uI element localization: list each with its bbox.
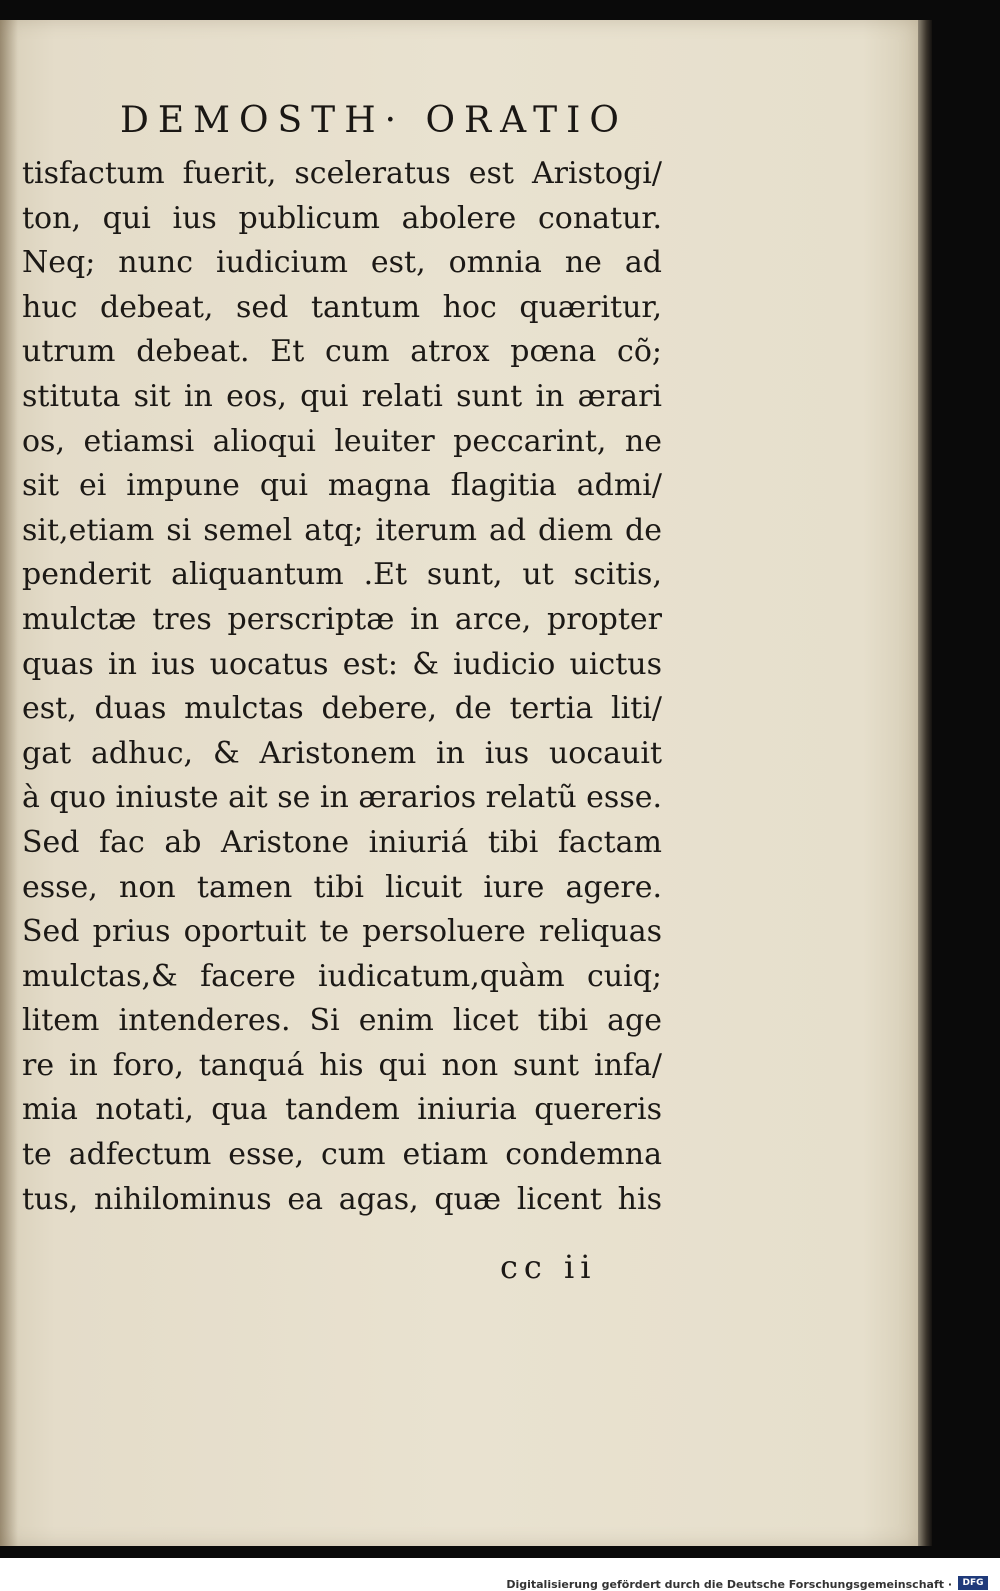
text-line: mia notati, qua tandem iniuria quereris <box>22 1092 662 1128</box>
text-line: litem intenderes. Si enim licet tibi age <box>22 1003 662 1039</box>
text-line: est, duas mulctas debere, de tertia liti/ <box>22 691 662 727</box>
text-line: os, etiamsi alioqui leuiter peccarint, ne <box>22 423 662 459</box>
text-line: sit,etiam si semel atq; iterum ad diem de <box>22 512 662 548</box>
text-line: à quo iniuste ait se in ærarios relatũ esse. <box>22 780 662 816</box>
running-head: DEMOSTH· ORATIO <box>120 100 628 141</box>
signature-mark: cc ii <box>500 1248 597 1286</box>
text-line: te adfectum esse, cum etiam condemna <box>22 1137 662 1173</box>
dfg-logo: DFG <box>958 1576 988 1590</box>
text-line: Sed prius oportuit te persoluere reliquas <box>22 914 662 950</box>
text-line: Neq; nunc iudicium est, omnia ne ad <box>22 245 662 281</box>
text-line: esse, non tamen tibi licuit iure agere. <box>22 869 662 905</box>
text-line: Sed fac ab Aristone iniuriá tibi factam <box>22 824 662 860</box>
text-line: penderit aliquantum .Et sunt, ut scitis, <box>22 557 662 593</box>
text-line: mulctæ tres perscriptæ in arce, propter <box>22 601 662 637</box>
text-line: mulctas,& facere iudicatum,quàm cuiq; <box>22 958 662 994</box>
text-line: tus, nihilominus ea agas, quæ licent his <box>22 1181 662 1217</box>
body-text <box>22 152 662 1222</box>
digitization-credit: Digitalisierung gefördert durch die Deutsche Forschungsgemeinschaft · <box>506 1578 952 1591</box>
text-line: huc debeat, sed tantum hoc quæritur, <box>22 289 662 325</box>
page-edge <box>918 20 932 1546</box>
text-line: gat adhuc, & Aristonem in ius uocauit <box>22 735 662 771</box>
gutter-shadow <box>0 20 18 1546</box>
text-line: sit ei impune qui magna flagitia admi/ <box>22 468 662 504</box>
text-line: ton, qui ius publicum abolere conatur. <box>22 200 662 236</box>
text-line: tisfactum fuerit, sceleratus est Aristogi/ <box>22 156 662 191</box>
text-line: quas in ius uocatus est: & iudicio uictus <box>22 646 662 682</box>
text-line: utrum debeat. Et cum atrox pœna cõ; <box>22 334 662 370</box>
text-line: re in foro, tanquá his qui non sunt infa/ <box>22 1047 662 1083</box>
text-line: stituta sit in eos, qui relati sunt in ærari <box>22 378 662 414</box>
